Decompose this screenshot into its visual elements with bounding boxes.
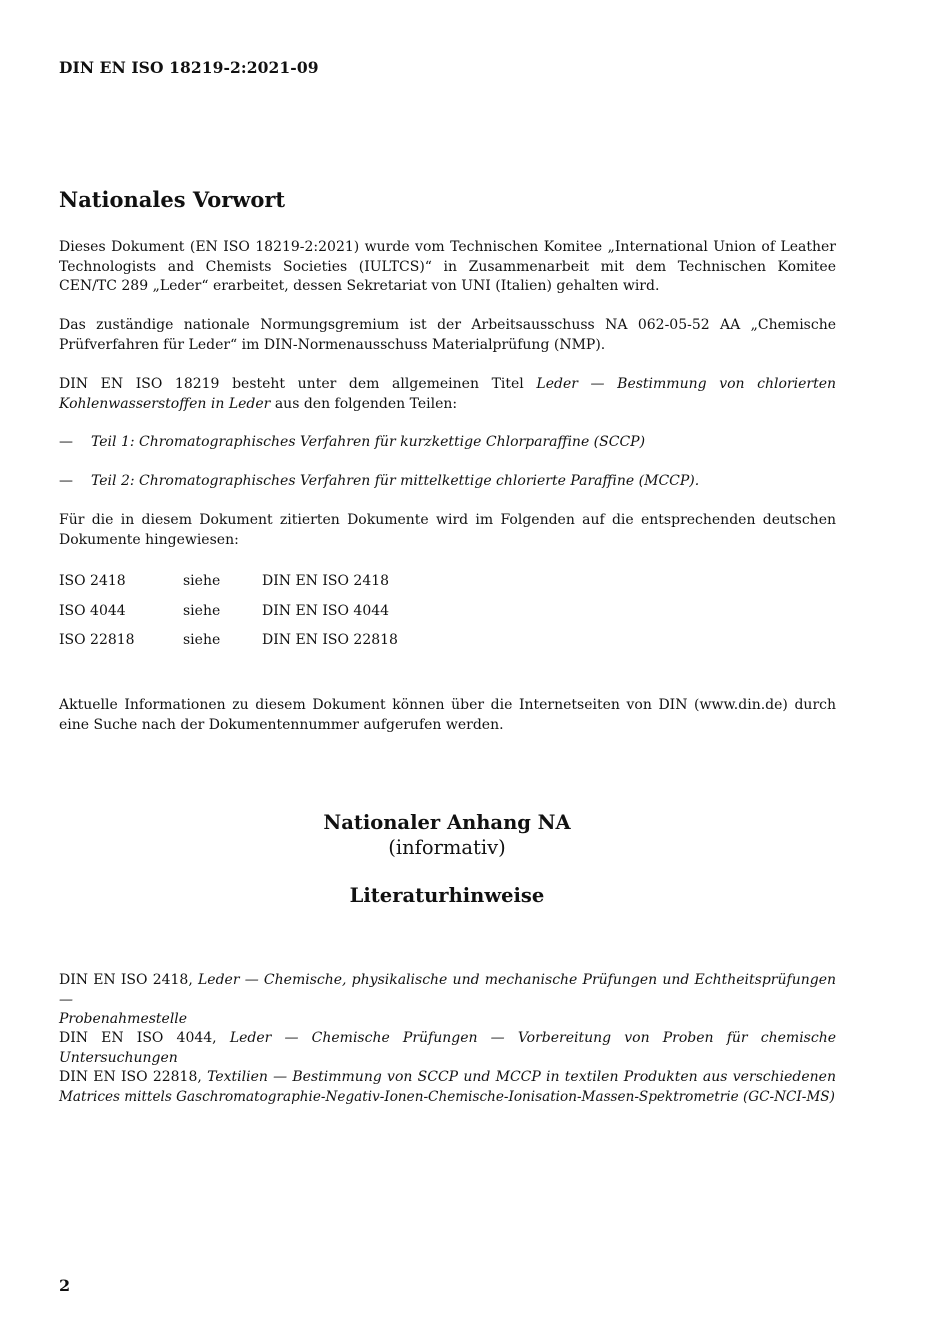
list-item-text: Teil 2: Chromatographisches Verfahren für mittelkettige chlorierte Paraffine (MCCP). [91, 473, 700, 489]
bib-entry-line-1 [59, 1068, 836, 1088]
reference-din: DIN EN ISO 4044 [262, 602, 390, 619]
bib-entry-title: Textilien — Bestimmung von SCCP und MCCP in textilen Produkten aus verschiedenen [207, 1069, 836, 1085]
vorwort-paragraph-5 [59, 696, 836, 735]
vorwort-p2-line-2: Prüfverfahren für Leder“ im DIN-Normenausschuss Materialprüfung (NMP). [59, 336, 606, 353]
vorwort-p2-line-1: Das zuständige nationale Normungsgremium ist der Arbeitsausschuss NA 062-05-52 AA „Chemische [59, 317, 836, 333]
vorwort-paragraph-4 [59, 511, 836, 550]
annex-title: Nationaler Anhang NA [323, 811, 571, 834]
reference-relation: siehe [183, 602, 221, 619]
reference-iso: ISO 22818 [59, 632, 135, 648]
bib-entry-id: DIN EN ISO 2418, [59, 972, 193, 988]
vorwort-p3-title-part-1: Leder — Bestimmung von chlorierten [536, 376, 837, 392]
bib-entry-iso-2418 [59, 971, 836, 1030]
reference-table [59, 573, 398, 662]
document-identifier: DIN EN ISO 18219-2:2021-09 [59, 58, 319, 77]
vorwort-p3-line-2 [59, 395, 836, 415]
bib-entry-line-1 [59, 971, 836, 1010]
list-dash: — [59, 473, 73, 489]
bib-entry-line-1 [59, 1029, 836, 1068]
vorwort-p1-line-1: Dieses Dokument (EN ISO 18219-2:2021) wurde vom Technischen Komitee „International Union of Leather [59, 239, 836, 255]
vorwort-paragraph-1 [59, 238, 836, 297]
table-row [59, 632, 398, 662]
page-number: 2 [59, 1276, 71, 1295]
vorwort-p5-line-2: eine Suche nach der Dokumentennummer aufgerufen werden. [59, 716, 504, 733]
bib-entry-line-2: Matrices mittels Gaschromatographie-Negativ-Ionen-Chemische-Ionisation-Massen-Spektrometrie (GC-NCI-MS) [59, 1088, 835, 1105]
list-item-text: Teil 1: Chromatographisches Verfahren für kurzkettige Chlorparaffine (SCCP) [91, 434, 646, 450]
vorwort-p4-line-1: Für die in diesem Dokument zitierten Dokumente wird im Folgenden auf die entsprechenden deutschen [59, 512, 836, 528]
vorwort-p1-line-2: Technologists and Chemists Societies (IULTCS)“ in Zusammenarbeit mit dem Technischen Komitee [59, 258, 836, 275]
reference-relation: siehe [183, 573, 221, 589]
bib-entry-title: Leder — Chemische, physikalische und mechanische Prüfungen und Echtheitsprüfungen — [59, 972, 836, 1008]
reference-iso: ISO 2418 [59, 573, 126, 589]
vorwort-p3-suffix: aus den folgenden Teilen: [274, 395, 458, 412]
vorwort-p5-line-1: Aktuelle Informationen zu diesem Dokument können über die Internetseiten von DIN (www.din.de) durch [59, 697, 836, 713]
reference-iso: ISO 4044 [59, 602, 126, 619]
table-row [59, 603, 398, 633]
vorwort-p3-title-part-2: Kohlenwasserstoffen in Leder [59, 395, 271, 412]
reference-din: DIN EN ISO 2418 [262, 573, 390, 589]
table-row [59, 573, 398, 603]
bib-entry-id: DIN EN ISO 22818, [59, 1069, 202, 1085]
vorwort-p3-prefix: DIN EN ISO 18219 besteht unter dem allgemeinen Titel [59, 376, 524, 392]
bibliography-title: Literaturhinweise [349, 884, 545, 907]
bib-entry-title: Leder — Chemische Prüfungen — Vorbereitung von Proben für chemische Untersuchungen [59, 1030, 837, 1066]
vorwort-p1-line-3: CEN/TC 289 „Leder“ erarbeitet, dessen Sekretariat von UNI (Italien) gehalten wird. [59, 278, 660, 294]
vorwort-p4-line-2: Dokumente hingewiesen: [59, 531, 239, 548]
vorwort-paragraph-2 [59, 316, 836, 355]
section-title-nationales-vorwort: Nationales Vorwort [59, 187, 286, 212]
bib-entry-id: DIN EN ISO 4044, [59, 1030, 217, 1046]
list-dash: — [59, 434, 73, 450]
annex-subtitle: (informativ) [388, 836, 506, 859]
vorwort-paragraph-3 [59, 375, 836, 414]
reference-din: DIN EN ISO 22818 [262, 632, 398, 648]
bib-entry-line-2: Probenahmestelle [59, 1011, 188, 1027]
vorwort-p3-line-1 [59, 375, 836, 395]
reference-relation: siehe [183, 632, 221, 648]
bib-entry-iso-22818 [59, 1068, 836, 1107]
bib-entry-iso-4044 [59, 1029, 836, 1068]
